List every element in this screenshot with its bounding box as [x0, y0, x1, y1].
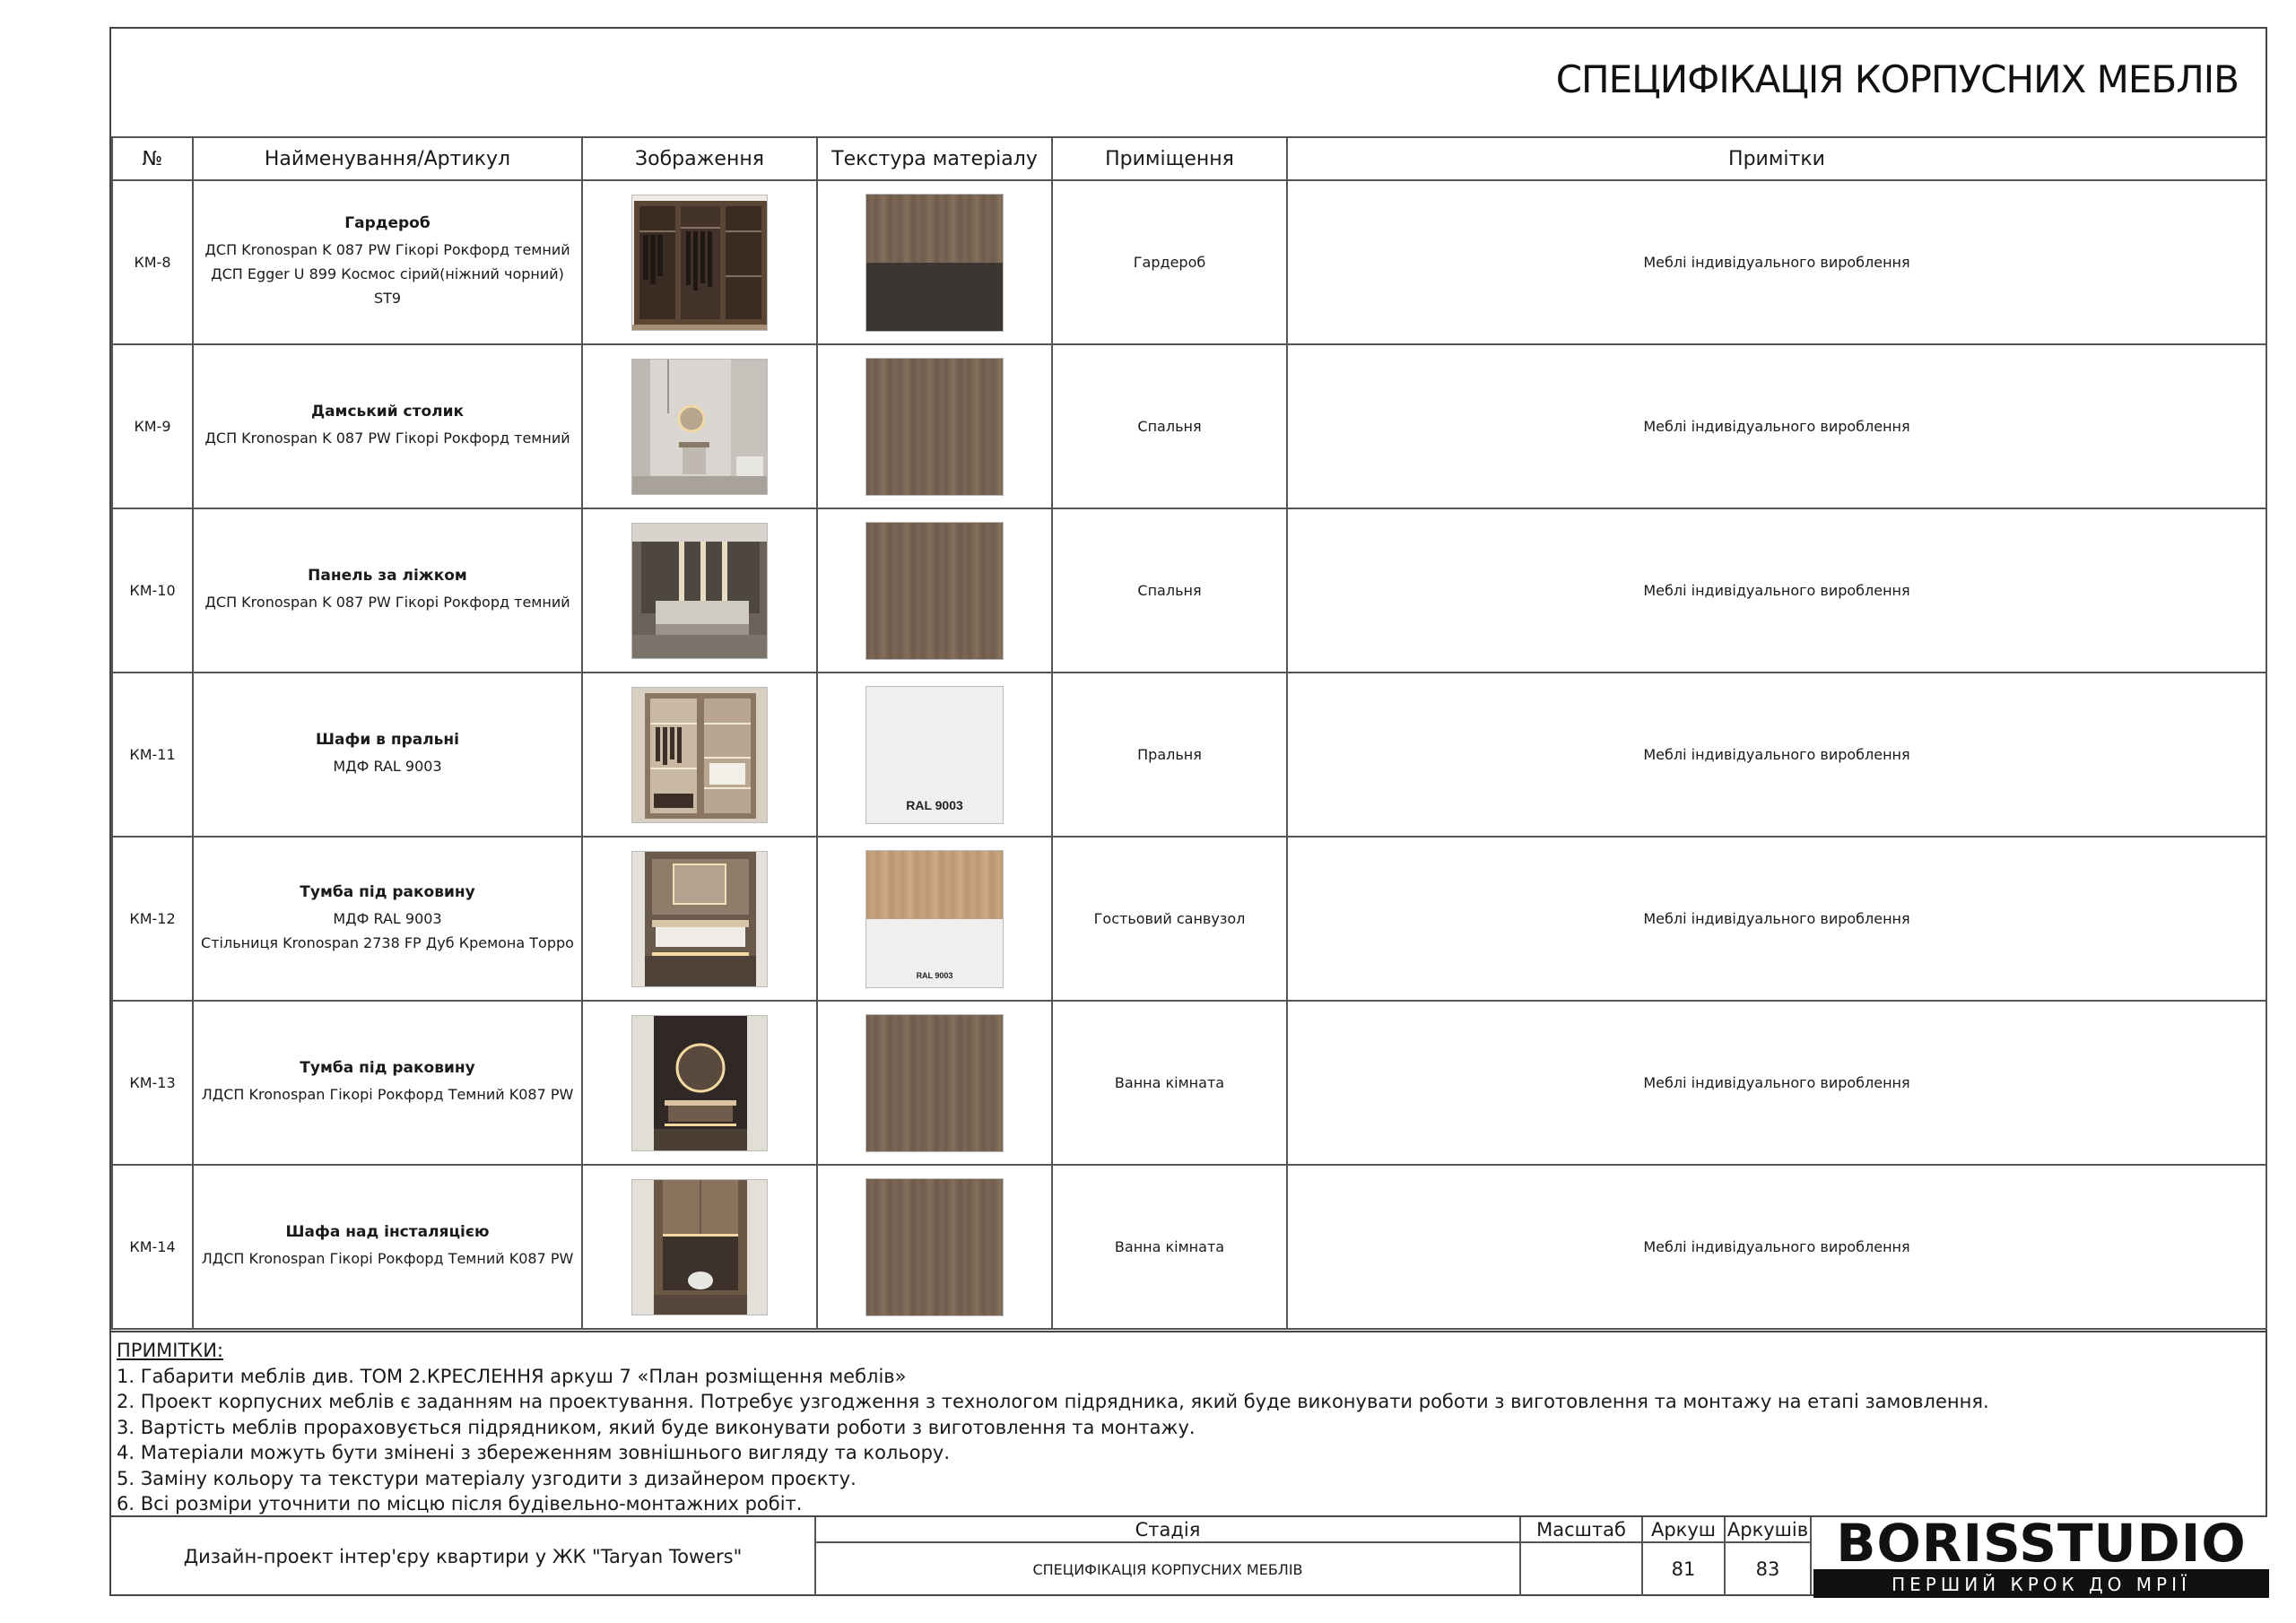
table-row [112, 180, 2266, 344]
studio-logo [1813, 1513, 2269, 1598]
row-texture [817, 837, 1052, 1001]
row-name [193, 837, 582, 1001]
texture-swatch-oak-ral-9003 [865, 850, 1004, 988]
installation-cabinet-photo [631, 1179, 768, 1315]
row-room: Пральня [1052, 673, 1287, 837]
item-title: Шафа над інсталяцією [285, 1223, 490, 1241]
texture-swatch-hickory [865, 1178, 1004, 1316]
logo-slogan: ПЕРШИЙ КРОК ДО МРІЇ [1892, 1574, 2191, 1595]
row-name [193, 1165, 582, 1329]
texture-label: RAL 9003 [916, 970, 953, 980]
item-material: Стільниця Kronospan 2738 FP Дуб Кремона Торро [201, 933, 574, 951]
row-id: КМ-9 [112, 344, 193, 508]
texture-swatch-ral-9003 [865, 686, 1004, 824]
stage-value: СПЕЦИФІКАЦІЯ КОРПУСНИХ МЕБЛІВ [816, 1542, 1521, 1596]
drawing-sheet [109, 27, 2267, 1596]
header-notes: Примітки [1287, 137, 2266, 180]
row-id: КМ-14 [112, 1165, 193, 1329]
row-id: КМ-11 [112, 673, 193, 837]
table-row [112, 1165, 2266, 1329]
item-title: Шафи в пральні [315, 731, 459, 749]
item-title: Тумба під раковину [300, 1059, 475, 1077]
sheets-total: 83 [1726, 1542, 1812, 1596]
item-material: ЛДСП Kronospan Гікорі Рокфорд Темний K087 PW [201, 1086, 574, 1103]
item-material: ST9 [373, 290, 402, 307]
row-room: Гостьовий санвузол [1052, 837, 1287, 1001]
row-texture [817, 1001, 1052, 1165]
row-name [193, 1001, 582, 1165]
texture-swatch-hickory [865, 358, 1004, 496]
row-id: КМ-12 [112, 837, 193, 1001]
header-number: № [112, 137, 193, 180]
row-texture [817, 508, 1052, 673]
bathroom-vanity-photo [631, 1015, 768, 1151]
item-material: МДФ RAL 9003 [333, 909, 442, 927]
row-image [582, 837, 817, 1001]
item-title: Панель за ліжком [308, 567, 467, 585]
row-id: КМ-13 [112, 1001, 193, 1165]
title-block [111, 1515, 2266, 1596]
specification-table [111, 136, 2267, 1330]
note-item: 6. Всі розміри уточнити по місцю після будівельно-монтажних робіт. [117, 1493, 803, 1515]
row-name [193, 180, 582, 344]
wardrobe-photo [631, 195, 768, 331]
title-block-divider [816, 1541, 1812, 1543]
row-room: Ванна кімната [1052, 1001, 1287, 1165]
item-material: ЛДСП Kronospan Гікорі Рокфорд Темний K087 PW [201, 1250, 574, 1267]
row-note: Меблі індивідуального вироблення [1287, 673, 2266, 837]
laundry-cabinets-photo [631, 687, 768, 823]
row-image [582, 1001, 817, 1165]
header-texture: Текстура матеріалу [817, 137, 1052, 180]
note-item: 5. Заміну кольору та текстури матеріалу узгодити з дизайнером проєкту. [117, 1467, 857, 1489]
item-material: ДСП Kronospan K 087 PW Гікорі Рокфорд темний [204, 241, 570, 258]
sheets-label: Аркушів [1726, 1517, 1812, 1542]
row-image [582, 180, 817, 344]
row-texture [817, 1165, 1052, 1329]
item-material: ДСП Kronospan K 087 PW Гікорі Рокфорд темний [204, 594, 570, 611]
guest-vanity-photo [631, 851, 768, 987]
row-note: Меблі індивідуального вироблення [1287, 180, 2266, 344]
sheet-label: Аркуш [1643, 1517, 1726, 1542]
table-row [112, 1001, 2266, 1165]
note-item: 1. Габарити меблів див. ТОМ 2.КРЕСЛЕННЯ аркуш 7 «План розміщення меблів» [117, 1365, 907, 1387]
item-title: Гардероб [344, 214, 430, 232]
texture-swatch-hickory-cosmos [865, 194, 1004, 332]
header-name: Найменування/Артикул [193, 137, 582, 180]
scale-label: Масштаб [1521, 1517, 1643, 1542]
texture-label: RAL 9003 [906, 797, 963, 812]
row-image [582, 1165, 817, 1329]
item-title: Тумба під раковину [300, 882, 475, 901]
header-room: Приміщення [1052, 137, 1287, 180]
item-material: ДСП Kronospan K 087 PW Гікорі Рокфорд темний [204, 430, 570, 447]
table-row [112, 508, 2266, 673]
logo-wordmark: BORISSTUDIO [1813, 1517, 2269, 1569]
row-room: Ванна кімната [1052, 1165, 1287, 1329]
row-image [582, 508, 817, 673]
row-room: Спальня [1052, 344, 1287, 508]
row-name [193, 673, 582, 837]
texture-swatch-hickory [865, 1014, 1004, 1152]
document-title: СПЕЦИФІКАЦІЯ КОРПУСНИХ МЕБЛІВ [1555, 57, 2239, 101]
notes-heading: ПРИМІТКИ: [117, 1340, 223, 1361]
table-row [112, 837, 2266, 1001]
row-texture [817, 344, 1052, 508]
table-row [112, 344, 2266, 508]
bed-panel-photo [631, 523, 768, 659]
row-image [582, 344, 817, 508]
item-title: Дамський столик [310, 403, 465, 421]
row-note: Меблі індивідуального вироблення [1287, 1165, 2266, 1329]
project-name: Дизайн-проект інтер'єру квартири у ЖК "Taryan Towers" [111, 1517, 816, 1596]
table-header-row [112, 137, 2266, 180]
row-note: Меблі індивідуального вироблення [1287, 837, 2266, 1001]
row-note: Меблі індивідуального вироблення [1287, 508, 2266, 673]
sheet-number: 81 [1643, 1542, 1726, 1596]
notes-section [111, 1331, 2266, 1517]
row-name [193, 344, 582, 508]
row-name [193, 508, 582, 673]
row-id: КМ-8 [112, 180, 193, 344]
row-image [582, 673, 817, 837]
stage-label: Стадія [816, 1517, 1521, 1542]
note-item: 3. Вартість меблів прораховується підрядником, який буде виконувати роботи з виготовлення та монтажу. [117, 1416, 1196, 1438]
row-note: Меблі індивідуального вироблення [1287, 1001, 2266, 1165]
item-material: ДСП Egger U 899 Космос сірий(ніжний чорний) [211, 265, 564, 282]
item-material: МДФ RAL 9003 [333, 758, 442, 775]
title-band [111, 29, 2266, 138]
row-texture [817, 673, 1052, 837]
texture-swatch-hickory [865, 522, 1004, 660]
row-id: КМ-10 [112, 508, 193, 673]
row-note: Меблі індивідуального вироблення [1287, 344, 2266, 508]
row-texture [817, 180, 1052, 344]
dressing-table-photo [631, 359, 768, 495]
note-item: 4. Матеріали можуть бути змінені з збереженням зовнішнього вигляду та кольору. [117, 1442, 951, 1463]
note-item: 2. Проект корпусних меблів є заданням на проектування. Потребує узгодження з технологом підрядника, який буде виконувати роботи з виготовлення та монтажу на етапі замовлення. [117, 1391, 1989, 1412]
scale-value [1521, 1542, 1643, 1596]
row-room: Гардероб [1052, 180, 1287, 344]
table-row [112, 673, 2266, 837]
row-room: Спальня [1052, 508, 1287, 673]
header-image: Зображення [582, 137, 817, 180]
